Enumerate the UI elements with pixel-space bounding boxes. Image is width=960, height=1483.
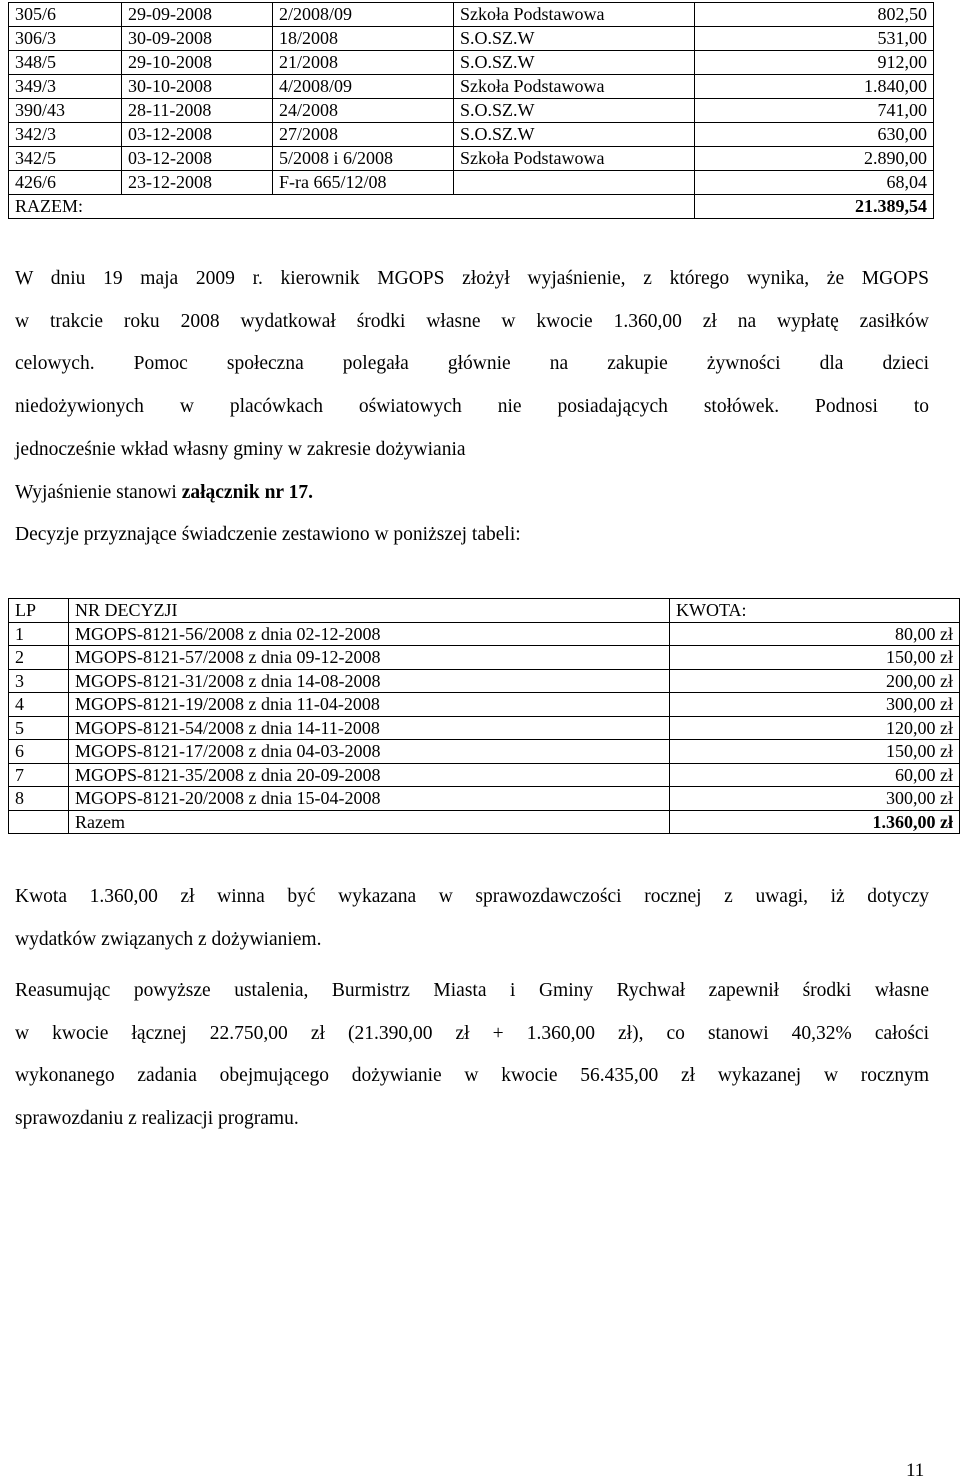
lp-cell: 7 [9,763,69,787]
text-line: wykonanego zadania obejmującego dożywianie w kwocie 56.435,00 zł wykazanej w rocznym [15,1065,929,1086]
text-line: W dniu 19 maja 2009 r. kierownik MGOPS złożył wyjaśnienie, z którego wynika, że MGOPS [15,268,929,289]
unit-cell: S.O.SZ.W [454,27,695,51]
date-cell: 29-09-2008 [122,3,273,27]
lp-cell: 6 [9,740,69,764]
total-value: 1.360,00 zł [670,810,960,834]
amount-cell: 150,00 zł [670,646,960,670]
amount-cell: 2.890,00 [695,147,934,171]
attachment-line [15,472,929,515]
expenses-table [8,2,934,219]
account-cell: 305/6 [9,3,122,27]
account-cell: 348/5 [9,51,122,75]
account-cell: 390/43 [9,99,122,123]
date-cell: 23-12-2008 [122,171,273,195]
table-row [9,27,934,51]
summary-paragraph [15,876,929,1140]
text-line: jednocześnie wkład własny gminy w zakresie dożywiania [15,438,466,460]
table-row [9,3,934,27]
unit-cell: Szkoła Podstawowa [454,147,695,171]
decision-cell: MGOPS-8121-57/2008 z dnia 09-12-2008 [69,646,670,670]
table-row [9,171,934,195]
date-cell: 28-11-2008 [122,99,273,123]
table-header-row [9,599,960,623]
header-decision: NR DECYZJI [69,599,670,623]
total-label: RAZEM: [9,195,695,219]
lp-cell: 5 [9,716,69,740]
header-lp: LP [9,599,69,623]
decisions-table-body [9,599,960,834]
table-row [9,99,934,123]
table-row [9,716,960,740]
header-amount: KWOTA: [670,599,960,623]
amount-cell: 741,00 [695,99,934,123]
amount-cell: 68,04 [695,171,934,195]
unit-cell: S.O.SZ.W [454,99,695,123]
text-line: w kwocie łącznej 22.750,00 zł (21.390,00 zł + 1.360,00 zł), co stanowi 40,32% całości [15,1022,929,1044]
decisions-table [8,598,960,834]
date-cell: 29-10-2008 [122,51,273,75]
document-cell: 4/2008/09 [273,75,454,99]
text-line: celowych. Pomoc społeczna polegała głównie na zakupie żywności dla dzieci [15,353,929,375]
amount-cell: 1.840,00 [695,75,934,99]
lp-cell: 3 [9,669,69,693]
table-row [9,75,934,99]
date-cell: 03-12-2008 [122,123,273,147]
table-row [9,51,934,75]
unit-cell [454,171,695,195]
document-cell: 18/2008 [273,27,454,51]
page-number: 11 [906,1460,925,1481]
explanation-paragraph [15,258,929,557]
table-row [9,123,934,147]
table-row [9,147,934,171]
date-cell: 30-10-2008 [122,75,273,99]
amount-cell: 80,00 zł [670,622,960,646]
lp-cell: 8 [9,787,69,811]
decision-cell: MGOPS-8121-31/2008 z dnia 14-08-2008 [69,669,670,693]
amount-cell: 531,00 [695,27,934,51]
account-cell: 342/3 [9,123,122,147]
table-total-row [9,810,960,834]
text-line: Reasumując powyższe ustalenia, Burmistrz Miasta i Gminy Rychwał zapewnił środki własne [15,980,929,1001]
text-line: w trakcie roku 2008 wydatkował środki własne w kwocie 1.360,00 zł na wypłatę zasiłków [15,310,929,332]
decision-cell: MGOPS-8121-35/2008 z dnia 20-09-2008 [69,763,670,787]
total-value: 21.389,54 [695,195,934,219]
amount-cell: 300,00 zł [670,693,960,717]
unit-cell: S.O.SZ.W [454,51,695,75]
account-cell: 349/3 [9,75,122,99]
unit-cell: Szkoła Podstawowa [454,75,695,99]
account-cell: 306/3 [9,27,122,51]
table-row [9,763,960,787]
attachment-text: Wyjaśnienie stanowi [15,481,182,503]
decision-cell: MGOPS-8121-20/2008 z dnia 15-04-2008 [69,787,670,811]
text-line: Kwota 1.360,00 zł winna być wykazana w sprawozdawczości rocznej z uwagi, iż dotyczy [15,886,929,907]
document-cell: 21/2008 [273,51,454,75]
unit-cell: Szkoła Podstawowa [454,3,695,27]
account-cell: 342/5 [9,147,122,171]
amount-cell: 120,00 zł [670,716,960,740]
document-cell: 5/2008 i 6/2008 [273,147,454,171]
attachment-reference: załącznik nr 17. [181,481,313,503]
table-row [9,622,960,646]
table-total-row [9,195,934,219]
table-row [9,787,960,811]
empty-cell [9,810,69,834]
table-row [9,669,960,693]
expenses-table-body [9,3,934,219]
amount-cell: 150,00 zł [670,740,960,764]
decision-cell: MGOPS-8121-17/2008 z dnia 04-03-2008 [69,740,670,764]
document-cell: 24/2008 [273,99,454,123]
table-row [9,693,960,717]
text-line: sprawozdaniu z realizacji programu. [15,1107,299,1129]
document-cell: 2/2008/09 [273,3,454,27]
lp-cell: 2 [9,646,69,670]
decision-cell: MGOPS-8121-56/2008 z dnia 02-12-2008 [69,622,670,646]
amount-cell: 802,50 [695,3,934,27]
table-row [9,740,960,764]
amount-cell: 200,00 zł [670,669,960,693]
amount-cell: 630,00 [695,123,934,147]
text-line: wydatków związanych z dożywianiem. [15,928,322,950]
amount-cell: 912,00 [695,51,934,75]
decision-cell: MGOPS-8121-19/2008 z dnia 11-04-2008 [69,693,670,717]
date-cell: 30-09-2008 [122,27,273,51]
lp-cell: 4 [9,693,69,717]
lp-cell: 1 [9,622,69,646]
date-cell: 03-12-2008 [122,147,273,171]
text-line: niedożywionych w placówkach oświatowych nie posiadających stołówek. Podnosi to [15,396,929,418]
paragraph-gap [15,961,929,970]
unit-cell: S.O.SZ.W [454,123,695,147]
table-row [9,646,960,670]
document-cell: F-ra 665/12/08 [273,171,454,195]
amount-cell: 300,00 zł [670,787,960,811]
amount-cell: 60,00 zł [670,763,960,787]
total-label: Razem [69,810,670,834]
account-cell: 426/6 [9,171,122,195]
table-intro-line: Decyzje przyznające świadczenie zestawiono w poniższej tabeli: [15,524,521,546]
decision-cell: MGOPS-8121-54/2008 z dnia 14-11-2008 [69,716,670,740]
document-cell: 27/2008 [273,123,454,147]
